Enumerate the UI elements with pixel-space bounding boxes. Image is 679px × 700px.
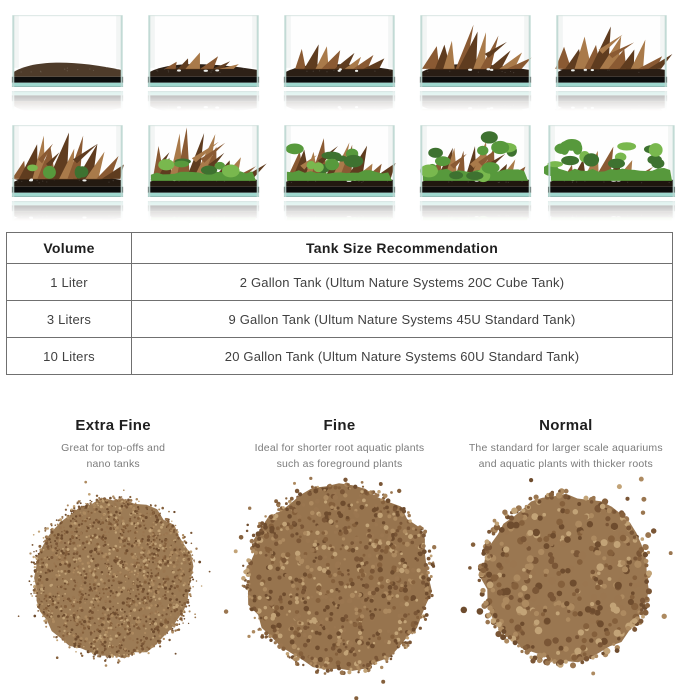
- grain-size-section: [0, 417, 679, 685]
- recommendation-cell: 2 Gallon Tank (Ultum Nature Systems 20C Cube Tank): [132, 264, 673, 301]
- tank-cell: [543, 5, 679, 115]
- tank-cell: [136, 115, 272, 225]
- tank-reflection: [272, 89, 407, 113]
- tank-photo-small-driftwood: [136, 5, 271, 89]
- tank-cell: [136, 5, 272, 115]
- tank-cell: [543, 115, 679, 225]
- tank-photo-planted-aquascape: [408, 199, 543, 223]
- tank-reflection: [408, 199, 543, 223]
- tank-photo-bare-soil: [0, 5, 135, 89]
- tank-reflection: [136, 89, 271, 113]
- table-row: [7, 338, 673, 375]
- tank-reflection: [408, 89, 543, 113]
- recommendation-cell: 20 Gallon Tank (Ultum Nature Systems 60U Standard Tank): [132, 338, 673, 375]
- tank-photo-large-driftwood: [408, 5, 543, 89]
- tank-photo-small-driftwood: [136, 89, 271, 113]
- tank-photo-driftwood-moss-start: [0, 199, 135, 223]
- tank-cell: [272, 115, 408, 225]
- tank-reflection: [544, 199, 679, 223]
- tank-photo-mature-aquascape: [544, 115, 679, 199]
- tank-photo-medium-driftwood: [272, 89, 407, 113]
- tank-reflection: [0, 89, 135, 113]
- tank-progression-grid: [0, 0, 679, 225]
- tank-photo-driftwood-moss-start: [0, 115, 135, 199]
- volume-header: Volume: [7, 233, 132, 264]
- substrate-pile-photo: [231, 479, 447, 685]
- tank-photo-full-driftwood: [544, 5, 679, 89]
- grain-size-title: Normal: [539, 417, 593, 434]
- recommendation-cell: 9 Gallon Tank (Ultum Nature Systems 45U Standard Tank): [132, 301, 673, 338]
- tank-photo-planted-aquascape: [408, 115, 543, 199]
- tank-photo-driftwood-moss-carpet: [136, 115, 271, 199]
- tank-cell: [407, 5, 543, 115]
- tank-photo-large-driftwood: [408, 89, 543, 113]
- grain-size-title: Fine: [323, 417, 356, 434]
- tank-reflection: [544, 89, 679, 113]
- tank-photo-mature-aquascape: [544, 199, 679, 223]
- substrate-pile-photo: [458, 479, 674, 685]
- substrate-pile-extra-fine: [5, 479, 221, 685]
- table-header-row: [7, 233, 673, 264]
- tank-photo-driftwood-moss-carpet: [136, 199, 271, 223]
- tank-reflection: [272, 199, 407, 223]
- table-row: [7, 264, 673, 301]
- substrate-pile-photo: [5, 479, 221, 685]
- tank-photo-bare-soil: [0, 89, 135, 113]
- tank-photo-driftwood-growing-plants: [272, 115, 407, 199]
- grain-size-fine: [226, 417, 452, 685]
- volume-cell: 1 Liter: [7, 264, 132, 301]
- tank-size-header: Tank Size Recommendation: [132, 233, 673, 264]
- tank-cell: [0, 5, 136, 115]
- volume-cell: 10 Liters: [7, 338, 132, 375]
- grain-size-description: Ideal for shorter root aquatic plants such as foreground plants: [254, 442, 425, 471]
- grain-size-normal: [453, 417, 679, 685]
- volume-cell: 3 Liters: [7, 301, 132, 338]
- tank-reflection: [0, 199, 135, 223]
- grain-size-description: The standard for larger scale aquariums and aquatic plants with thicker roots: [468, 442, 663, 471]
- grain-size-title: Extra Fine: [75, 417, 151, 434]
- tank-cell: [0, 115, 136, 225]
- table-row: [7, 301, 673, 338]
- grain-size-extra-fine: [0, 417, 226, 685]
- substrate-pile-fine: [231, 479, 447, 685]
- substrate-pile-normal: [458, 479, 674, 685]
- tank-size-table: [6, 232, 673, 375]
- tank-cell: [272, 5, 408, 115]
- tank-cell: [407, 115, 543, 225]
- tank-photo-driftwood-growing-plants: [272, 199, 407, 223]
- tank-photo-medium-driftwood: [272, 5, 407, 89]
- tank-reflection: [136, 199, 271, 223]
- tank-photo-full-driftwood: [544, 89, 679, 113]
- grain-size-description: Great for top-offs and nano tanks: [61, 442, 166, 471]
